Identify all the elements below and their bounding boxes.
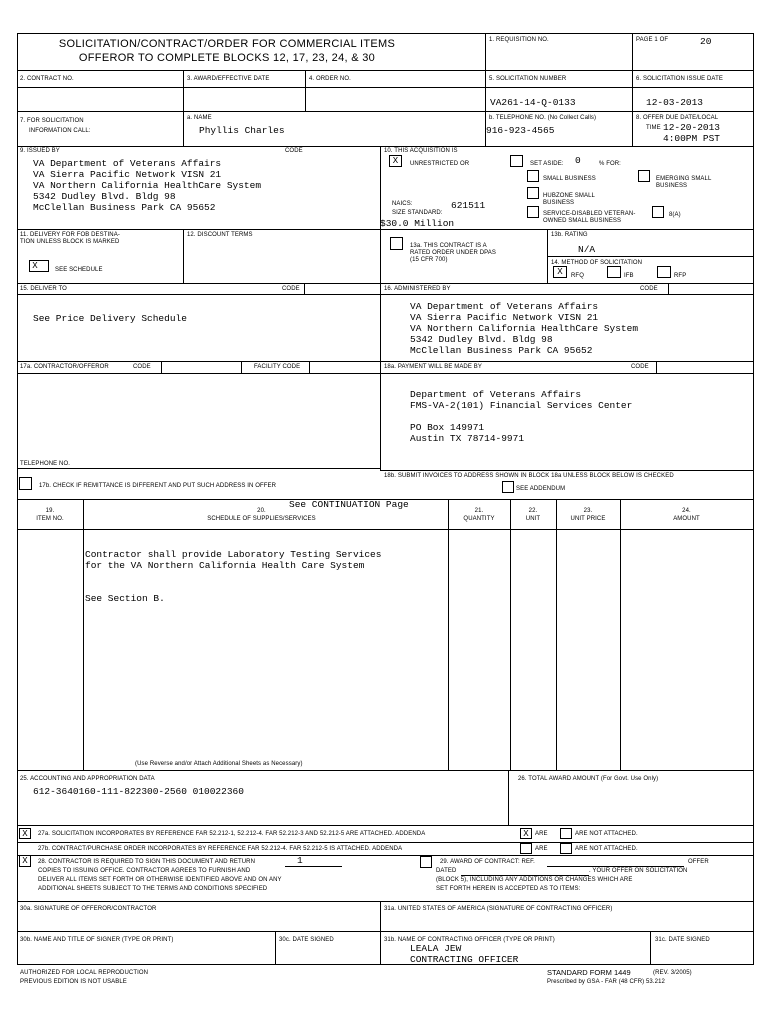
eight-a-label: 8(A): [669, 212, 681, 218]
administered-by-line: VA Sierra Pacific Network VISN 21: [410, 312, 599, 323]
award-date-label: 3. AWARD/EFFECTIVE DATE: [187, 76, 270, 82]
are-b-label: ARE: [535, 846, 548, 852]
officer-name: LEALA JEW: [410, 943, 462, 954]
addendum-label: SEE ADDENDUM: [516, 486, 566, 492]
method-label: 14. METHOD OF SOLICITATION: [551, 260, 643, 266]
officer-date-label: 31c. DATE SIGNED: [655, 937, 710, 943]
information-call-label: INFORMATION CALL:: [29, 128, 91, 134]
contact-name: Phyllis Charles: [199, 125, 285, 136]
award-text: (BLOCK 5), INCLUDING ANY ADDITIONS OR CHANGES WHICH ARE: [436, 877, 633, 883]
percent-for-label: % FOR:: [599, 161, 621, 167]
usa-signature-label: 31a. UNITED STATES OF AMERICA (SIGNATURE OF CONTRACTING OFFICER): [384, 906, 613, 912]
row28-text: 28. CONTRACTOR IS REQUIRED TO SIGN THIS DOCUMENT AND RETURN: [38, 859, 256, 865]
offer-due-date: 12-20-2013: [663, 122, 721, 133]
payment-code-label: CODE: [631, 364, 649, 370]
eight-a-checkbox[interactable]: [652, 206, 664, 218]
contract-no-label: 2. CONTRACT NO.: [20, 76, 74, 82]
administered-by-line: McClellan Business Park CA 95652: [410, 345, 593, 356]
set-aside-checkbox[interactable]: [510, 155, 523, 167]
date-signed-label: 30c. DATE SIGNED: [279, 937, 334, 943]
small-business-checkbox[interactable]: [527, 170, 539, 182]
ifb-checkbox[interactable]: [607, 266, 621, 278]
payment-label: 18a. PAYMENT WILL BE MADE BY: [384, 364, 482, 370]
offer-due-time: 4:00PM PST: [663, 133, 721, 144]
are-not-b-label: ARE NOT ATTACHED.: [575, 846, 638, 852]
row28-text: COPIES TO ISSUING OFFICE. CONTRACTOR AGREES TO FURNISH AND: [38, 868, 251, 874]
sdvosb-checkbox[interactable]: [527, 206, 539, 218]
reverse-note: (Use Reverse and/or Attach Additional Sheets as Necessary): [135, 761, 303, 767]
row27a-text: 27a. SOLICITATION INCORPORATES BY REFERENCE FAR 52.212-1, 52.212-4. FAR 52.212-3 AND 52.212-5 ARE ATTACHED. ADDENDA: [38, 831, 426, 837]
deliver-to-code-label: CODE: [282, 286, 300, 292]
award-text: SET FORTH HEREIN IS ACCEPTED AS TO ITEMS:: [436, 886, 581, 892]
solicitation-no-label: 5. SOLICITATION NUMBER: [489, 76, 567, 82]
rated-order-label: 13a. THIS CONTRACT IS A RATED ORDER UNDER DPAS (15 CFR 700): [410, 243, 496, 263]
col-schedule-label: SCHEDULE OF SUPPLIES/SERVICES: [207, 516, 316, 522]
hubzone-label: HUBZONE SMALL BUSINESS: [543, 193, 595, 206]
form-number: STANDARD FORM 1449: [547, 968, 631, 977]
schedule-description: See Section B.: [85, 593, 165, 604]
issued-by-line: VA Department of Veterans Affairs: [33, 158, 222, 169]
see-schedule-label: SEE SCHEDULE: [55, 267, 103, 273]
unrestricted-label: UNRESTRICTED OR: [410, 161, 470, 167]
col-quantity-num: 21.: [474, 508, 484, 514]
contractor-code-label: CODE: [133, 364, 151, 370]
col-unit-price-num: 23.: [583, 508, 593, 514]
form-revision: (REV. 3/2005): [653, 970, 692, 976]
order-no-label: 4. ORDER NO.: [309, 76, 351, 82]
name-label: a. NAME: [187, 115, 212, 121]
time-label: TIME: [646, 125, 661, 131]
delivery-fob-label: 11. DELIVERY FOR FOB DESTINA-TION UNLESS BLOCK IS MARKED: [20, 232, 120, 245]
checkbox-mark: X: [557, 267, 563, 277]
col-amount-label: AMOUNT: [673, 516, 700, 522]
prescribed-by: Prescribed by GSA - FAR (48 CFR) 53.212: [547, 979, 665, 985]
officer-title: CONTRACTING OFFICER: [410, 954, 519, 965]
acquisition-label: 10. THIS ACQUISITION IS: [384, 148, 458, 154]
set-aside-percent: 0: [575, 155, 581, 166]
col-quantity-label: QUANTITY: [463, 516, 495, 522]
contact-phone: 916-923-4565: [486, 125, 555, 136]
checkbox-mark: X: [392, 156, 399, 166]
deliver-to-value: See Price Delivery Schedule: [33, 313, 187, 324]
administered-by-line: VA Department of Veterans Affairs: [410, 301, 599, 312]
signer-name-label: 30b. NAME AND TITLE OF SIGNER (TYPE OR PRINT): [20, 937, 174, 943]
for-solicitation-label: 7. FOR SOLICITATION: [20, 118, 84, 124]
offer-due-label: 8. OFFER DUE DATE/LOCAL: [636, 115, 719, 121]
emerging-small-checkbox[interactable]: [638, 170, 650, 182]
form-title-line2: OFFEROR TO COMPLETE BLOCKS 12, 17, 23, 24, & 30: [78, 52, 376, 64]
offer-label: OFFER: [688, 859, 709, 865]
footer-previous-edition: PREVIOUS EDITION IS NOT USABLE: [20, 979, 127, 985]
remittance-checkbox[interactable]: [19, 477, 32, 490]
size-standard-value: $30.0 Million: [380, 218, 455, 229]
rated-order-checkbox[interactable]: [390, 237, 403, 250]
award-text: 29. AWARD OF CONTRACT: REF.: [440, 859, 535, 865]
administered-by-label: 16. ADMINISTERED BY: [384, 286, 451, 292]
payment-line: Austin TX 78714-9971: [410, 433, 525, 444]
accounting-label: 25. ACCOUNTING AND APPROPRIATION DATA: [20, 776, 155, 782]
checkbox-mark: X: [22, 856, 28, 866]
row27b-text: 27b. CONTRACT/PURCHASE ORDER INCORPORATES BY REFERENCE FAR 52.212-4. FAR 52.212-5 IS ATTACHED. ADDENDA: [38, 846, 403, 852]
col-unit-price-label: UNIT PRICE: [570, 516, 606, 522]
invoice-label: 18b. SUBMIT INVOICES TO ADDRESS SHOWN IN BLOCK 18a UNLESS BLOCK BELOW IS CHECKED: [384, 473, 674, 479]
total-award-label: 26. TOTAL AWARD AMOUNT (For Govt. Use Only): [518, 776, 659, 782]
unrestricted-checkbox[interactable]: [389, 155, 402, 167]
sdvosb-label: SERVICE-DISABLED VETERAN-OWNED SMALL BUSINESS: [543, 211, 636, 224]
deliver-to-label: 15. DELIVER TO: [20, 286, 67, 292]
checkbox-mark: X: [523, 829, 529, 839]
issue-date-label: 6. SOLICITATION ISSUE DATE: [636, 76, 723, 82]
are-not-b-checkbox[interactable]: [560, 843, 572, 854]
issued-by-line: McClellan Business Park CA 95652: [33, 202, 216, 213]
see-schedule-checkbox[interactable]: [29, 260, 49, 272]
schedule-description: Contractor shall provide Laboratory Testing Services: [85, 549, 382, 560]
requisition-label: 1. REQUISITION NO.: [489, 37, 549, 43]
form-title-line1: SOLICITATION/CONTRACT/ORDER FOR COMMERCIAL ITEMS: [58, 38, 396, 50]
page-total: 20: [700, 36, 712, 47]
offeror-signature-label: 30a. SIGNATURE OF OFFEROR/CONTRACTOR: [20, 906, 157, 912]
payment-line: PO Box 149971: [410, 422, 485, 433]
row28-checkbox[interactable]: [19, 855, 31, 867]
issued-by-line: 5342 Dudley Blvd. Bldg 98: [33, 191, 176, 202]
row27a-checkbox[interactable]: [19, 828, 31, 839]
rating-value: N/A: [578, 244, 596, 255]
are-b-checkbox[interactable]: [520, 843, 532, 854]
rfp-label: RFP: [674, 273, 687, 279]
ifb-label: IFB: [624, 273, 634, 279]
emerging-small-label: EMERGING SMALL BUSINESS: [656, 176, 712, 189]
page-label: PAGE 1 OF: [636, 37, 669, 43]
remittance-label: 17b. CHECK IF REMITTANCE IS DIFFERENT AND PUT SUCH ADDRESS IN OFFER: [39, 483, 277, 489]
solicitation-number: VA261-14-Q-0133: [490, 97, 576, 108]
administered-by-line: VA Northern California HealthCare System: [410, 323, 639, 334]
addendum-checkbox[interactable]: [502, 481, 514, 493]
row29-checkbox[interactable]: [420, 856, 432, 868]
row28-text: DELIVER ALL ITEMS SET FORTH OR OTHERWISE IDENTIFIED ABOVE AND ON ANY: [38, 877, 282, 883]
naics-value: 621511: [451, 200, 486, 211]
are-not-label: ARE NOT ATTACHED.: [575, 831, 638, 837]
col-unit-label: UNIT: [525, 516, 541, 522]
row28-text: ADDITIONAL SHEETS SUBJECT TO THE TERMS AND CONDITIONS SPECIFIED: [38, 886, 268, 892]
issued-by-code-label: CODE: [285, 148, 303, 154]
return-copies: 1: [297, 855, 303, 866]
col-item-label: ITEM NO.: [36, 516, 64, 522]
issue-date: 12-03-2013: [646, 97, 704, 108]
telephone-label: TELEPHONE NO.: [20, 461, 70, 467]
hubzone-checkbox[interactable]: [527, 187, 539, 199]
payment-line: FMS-VA-2(101) Financial Services Center: [410, 400, 633, 411]
issued-by-line: VA Sierra Pacific Network VISN 21: [33, 169, 222, 180]
facility-code-label: FACILITY CODE: [254, 364, 301, 370]
checkbox-mark: X: [22, 829, 28, 839]
rating-label: 13b. RATING: [551, 232, 588, 238]
award-text: . YOUR OFFER ON SOLICITATION: [589, 868, 688, 874]
are-not-checkbox[interactable]: [560, 828, 572, 839]
col-schedule-num: 20.: [257, 508, 266, 514]
col-item-num: 19.: [45, 508, 55, 514]
rfp-checkbox[interactable]: [657, 266, 671, 278]
rfq-label: RFQ: [571, 273, 584, 279]
payment-line: Department of Veterans Affairs: [410, 389, 582, 400]
administered-by-code-label: CODE: [640, 286, 658, 292]
administered-by-line: 5342 Dudley Blvd. Bldg 98: [410, 334, 553, 345]
discount-terms-label: 12. DISCOUNT TERMS: [187, 232, 253, 238]
naics-label: NAICS:: [392, 201, 413, 207]
contractor-label: 17a. CONTRACTOR/OFFEROR: [20, 364, 109, 370]
schedule-description: for the VA Northern California Health Care System: [85, 560, 365, 571]
col-amount-num: 24.: [682, 508, 691, 514]
small-business-label: SMALL BUSINESS: [543, 176, 596, 182]
col-unit-num: 22.: [528, 508, 538, 514]
officer-name-label: 31b. NAME OF CONTRACTING OFFICER (TYPE OR PRINT): [384, 937, 555, 943]
dated-label: DATED: [436, 868, 457, 874]
footer-authorized: AUTHORIZED FOR LOCAL REPRODUCTION: [20, 970, 149, 976]
continuation-note: See CONTINUATION Page: [289, 499, 409, 510]
phone-label: b. TELEPHONE NO. (No Collect Calls): [489, 115, 597, 121]
size-standard-label: SIZE STANDARD:: [392, 210, 443, 216]
accounting-value: 612-3640160-111-822300-2560 010022360: [33, 786, 244, 797]
issued-by-line: VA Northern California HealthCare System: [33, 180, 262, 191]
checkbox-mark: X: [32, 261, 38, 271]
issued-by-label: 9. ISSUED BY: [20, 148, 60, 154]
rfq-checkbox[interactable]: [553, 266, 567, 278]
are-checkbox[interactable]: [520, 828, 532, 839]
are-label: ARE: [535, 831, 548, 837]
set-aside-label: SET ASIDE:: [530, 161, 564, 167]
